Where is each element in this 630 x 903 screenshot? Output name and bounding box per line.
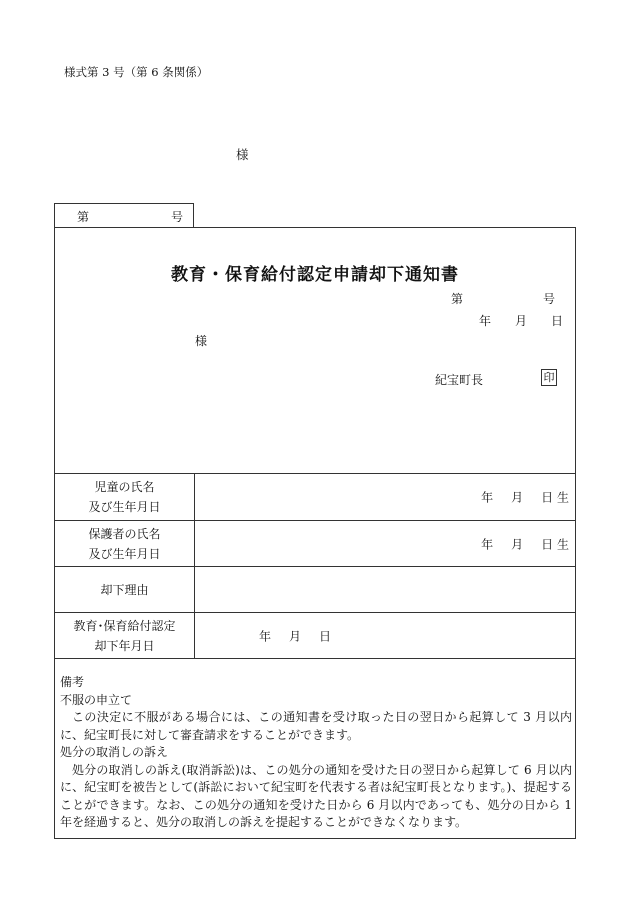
notes-appeal-text: この決定に不服がある場合には、この通知書を受け取った日の翌日から起算して 3 月以内に、紀宝町長に対して審査請求をすることができます。 (60, 710, 572, 742)
reason-label: 却下理由 (55, 567, 195, 613)
doc-date (479, 312, 563, 329)
date-year: 年 (479, 314, 492, 328)
form-number: 様式第 3 号（第 6 条関係） (64, 65, 209, 79)
notice-frame (54, 227, 576, 839)
child-value (195, 474, 576, 521)
reject-date: 年 月 日 (259, 629, 332, 643)
number-tab-go: 号 (171, 210, 184, 224)
guardian-value (195, 521, 576, 567)
date-day: 日 (551, 314, 564, 328)
reject-date-label: 教育･保育給付認定 却下年月日 (55, 613, 195, 659)
notes-heading: 備考 (60, 675, 85, 689)
table-row (55, 474, 576, 521)
notes-section (60, 674, 572, 832)
notes-lawsuit-text: 処分の取消しの訴え(取消訴訟)は、この処分の通知を受けた日の翌日から起算して 6 月以内に、紀宝町を被告として(訴訟において紀宝町を代表する者は紀宝町長となります。)、提起することができます。なお、この処分の通知を受けた日から 6 月以内であっても、処分の日から 1 年を経過すると、処分の取消しの訴えを提起することができなくなります。 (60, 762, 572, 829)
guardian-label: 保護者の氏名 及び生年月日 (55, 521, 195, 567)
reason-value (195, 567, 576, 613)
doc-number-go: 号 (543, 292, 556, 306)
issuer-name: 紀宝町長 (435, 373, 484, 387)
guardian-birthdate: 年 月 日 生 (481, 537, 569, 551)
number-tab (54, 203, 194, 227)
reject-date-value (195, 613, 576, 659)
notes-appeal-heading: 不服の申立て (60, 692, 133, 707)
document-title: 教育・保育給付認定申請却下通知書 (171, 265, 459, 285)
child-label: 児童の氏名 及び生年月日 (55, 474, 195, 521)
notes-lawsuit-heading: 処分の取消しの訴え (60, 745, 169, 759)
recipient-suffix: 様 (195, 334, 208, 348)
seal-mark: 印 (541, 369, 557, 386)
number-tab-dai: 第 (77, 210, 90, 224)
date-month: 月 (515, 314, 528, 328)
table-row (55, 567, 576, 613)
doc-number-dai: 第 (451, 292, 464, 306)
table-row (55, 521, 576, 567)
table-row (55, 613, 576, 659)
child-birthdate: 年 月 日 生 (481, 490, 569, 505)
info-table (54, 473, 576, 659)
addressee-suffix: 様 (236, 147, 249, 162)
